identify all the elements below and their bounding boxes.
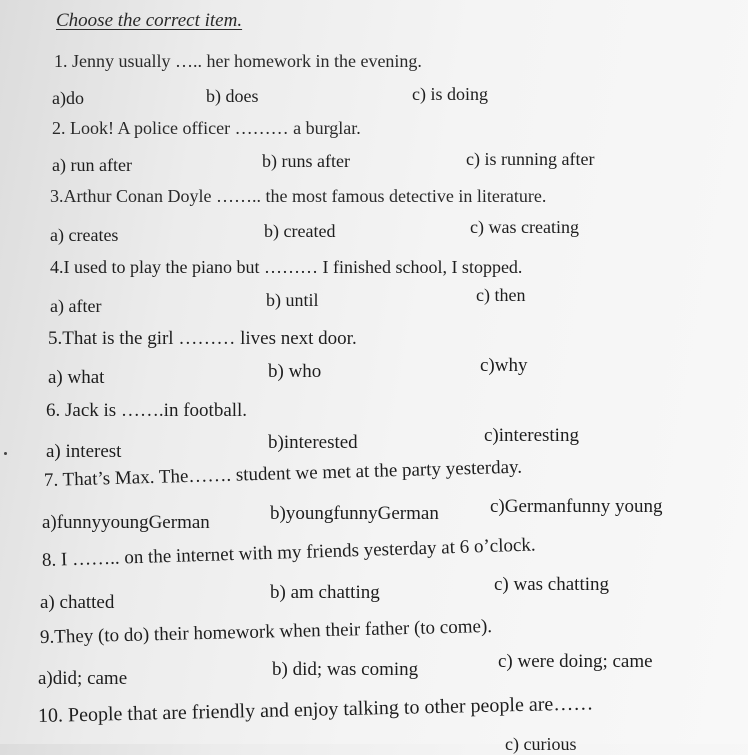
worksheet-heading: Choose the correct item. [56,10,243,31]
question-7-option-b[interactable]: b)youngfunnyGerman [270,503,439,524]
question-9-option-b[interactable]: b) did; was coming [272,659,419,680]
question-1-option-c[interactable]: c) is doing [412,84,488,104]
question-7: 7. That’s Max. The……. student we met at the party yesterday. [43,456,523,491]
question-2-option-b[interactable]: b) runs after [262,151,350,171]
question-5: 5.That is the girl ……… lives next door. [48,328,357,349]
question-2: 2. Look! A police officer ……… a burglar. [52,118,361,138]
question-2-option-c[interactable]: c) is running after [466,149,595,169]
question-5-option-a[interactable]: a) what [48,367,105,388]
question-3-option-c[interactable]: c) was creating [470,217,579,237]
question-5-option-b[interactable]: b) who [268,361,322,382]
question-8-option-c[interactable]: c) was chatting [494,574,610,595]
question-7-option-a[interactable]: a)funnyyoungGerman [42,512,210,533]
question-10: 10. People that are friendly and enjoy talking to other people are…… [37,692,594,727]
question-4: 4.I used to play the piano but ……… I finished school, I stopped. [50,257,523,277]
question-1-option-b[interactable]: b) does [206,86,259,106]
question-6-option-b[interactable]: b)interested [268,432,358,453]
question-4-option-a[interactable]: a) after [50,296,102,316]
question-5-option-c[interactable]: c)why [480,355,528,376]
question-3-option-b[interactable]: b) created [264,221,336,241]
question-3-option-a[interactable]: a) creates [50,225,119,245]
question-3: 3.Arthur Conan Doyle …….. the most famous detective in literature. [50,186,547,206]
question-6-option-c[interactable]: c)interesting [484,425,579,446]
question-7-option-c[interactable]: c)Germanfunny young [490,496,663,517]
question-9-option-c[interactable]: c) were doing; came [498,651,653,672]
question-8-option-b[interactable]: b) am chatting [270,582,380,603]
question-4-option-c[interactable]: c) then [476,285,526,305]
question-1: 1. Jenny usually ….. her homework in the evening. [54,51,422,71]
question-1-option-a[interactable]: a)do [52,88,84,108]
question-6-option-a[interactable]: a) interest [46,441,122,462]
question-8-option-a[interactable]: a) chatted [40,592,115,613]
question-2-option-a[interactable]: a) run after [52,155,132,175]
question-10-option-c-partial[interactable]: c) curious [505,734,577,754]
margin-dot [4,452,7,455]
question-9: 9.They (to do) their homework when their father (to come). [39,615,493,648]
question-4-option-b[interactable]: b) until [266,290,319,310]
question-6: 6. Jack is …….in football. [46,400,248,421]
question-8: 8. I …….. on the internet with my friends yesterday at 6 o’clock. [41,534,536,571]
question-9-option-a[interactable]: a)did; came [38,668,128,689]
